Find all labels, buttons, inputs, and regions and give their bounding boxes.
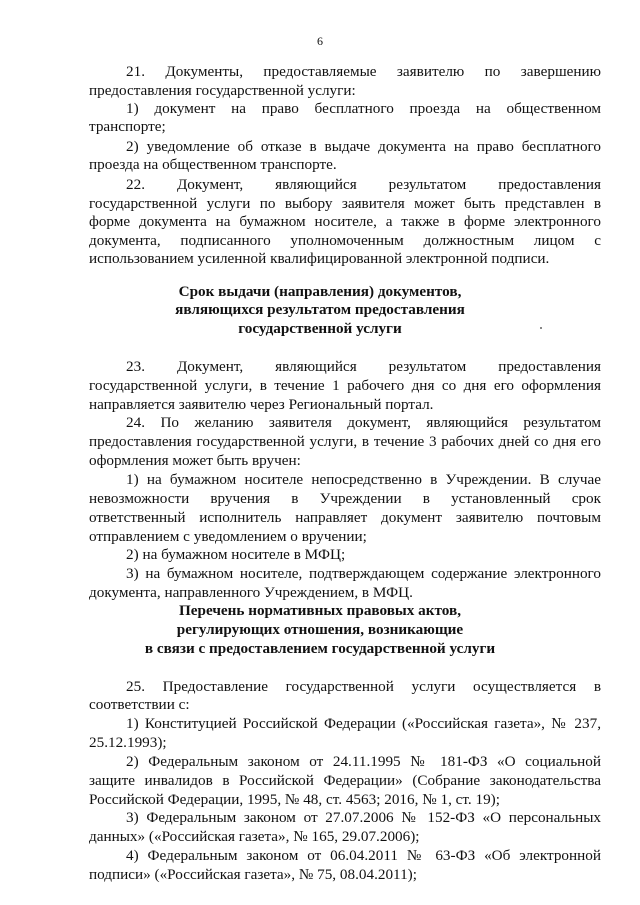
text-line: Российской Федерации, 1995, № 48, ст. 4563; 2016, № 1, ст. 19); <box>89 791 500 808</box>
text-line: 24. По желанию заявителя документ, являющийся результатом <box>126 414 601 431</box>
text-line: 2) Федеральным законом от 24.11.1995 № 181-ФЗ «О социальной <box>126 753 601 770</box>
text-line: 1) Конституцией Российской Федерации («Российская газета», № 237, <box>126 715 601 732</box>
section-heading-line: являющихся результатом предоставления <box>175 301 465 318</box>
text-line: 25.12.1993); <box>89 734 167 751</box>
text-line: оформления может быть вручен: <box>89 452 301 469</box>
section-heading-line: регулирующих отношения, возникающие <box>176 621 464 638</box>
text-line: предоставления государственной услуги, в течение 3 рабочих дней со дня его <box>89 433 601 450</box>
text-line: 2) на бумажном носителе в МФЦ; <box>126 546 346 563</box>
section-heading-line: в связи с предоставлением государственной услуги <box>144 640 496 657</box>
text-line: отправлением с уведомлением о вручении; <box>89 528 367 545</box>
text-line: предоставления государственной услуги: <box>89 82 356 99</box>
text-line: соответствии с: <box>89 696 190 713</box>
text-line: 1) документ на право бесплатного проезда на общественном <box>126 100 601 117</box>
text-line: 23. Документ, являющийся результатом предоставления <box>126 358 601 375</box>
text-line: государственной услуги, в течение 1 рабочего дня со дня его оформления <box>89 377 601 394</box>
page-number: 6 <box>317 34 323 48</box>
text-line: 1) на бумажном носителе непосредственно в Учреждении. В случае <box>126 471 601 488</box>
text-line: подписи» («Российская газета», № 75, 08.04.2011); <box>89 866 417 883</box>
text-line: 25. Предоставление государственной услуги осуществляется в <box>126 678 601 695</box>
text-line: форме документа на бумажном носителе, а также в форме электронного <box>89 213 601 230</box>
text-line: государственной услуги по выбору заявителя может быть представлен в <box>89 195 601 212</box>
text-line: проезда на общественном транспорте. <box>89 156 337 173</box>
text-line: защите инвалидов в Российской Федерации» (Собрание законодательства <box>89 772 601 789</box>
text-line: данных» («Российская газета», № 165, 29.07.2006); <box>89 828 420 845</box>
section-heading-line: Срок выдачи (направления) документов, <box>178 283 462 300</box>
text-line: 21. Документы, предоставляемые заявителю по завершению <box>126 63 601 80</box>
text-line: 2) уведомление об отказе в выдаче документа на право бесплатного <box>126 138 601 155</box>
section-heading-line: Перечень нормативных правовых актов, <box>178 602 462 619</box>
text-line: 3) Федеральным законом от 27.07.2006 № 152-ФЗ «О персональных <box>126 809 601 826</box>
text-line: транспорте; <box>89 118 166 135</box>
text-line: 22. Документ, являющийся результатом предоставления <box>126 176 601 193</box>
text-line: направляется заявителю через Региональный портал. <box>89 396 434 413</box>
text-line: документа, направленного Учреждением, в МФЦ. <box>89 584 413 601</box>
text-line: 4) Федеральным законом от 06.04.2011 № 63-ФЗ «Об электронной <box>126 847 601 864</box>
text-line: невозможности вручения в Учреждении в установленный срок <box>89 490 601 507</box>
text-line: ответственный исполнитель направляет документ заявителю почтовым <box>89 509 601 526</box>
text-line: документа, подписанного уполномоченным должностным лицом с <box>89 232 601 249</box>
section-heading-line: государственной услуги <box>238 320 402 337</box>
text-line: 3) на бумажном носителе, подтверждающем содержание электронного <box>126 565 601 582</box>
text-line: использованием усиленной квалифицированной электронной подписи. <box>89 250 550 267</box>
